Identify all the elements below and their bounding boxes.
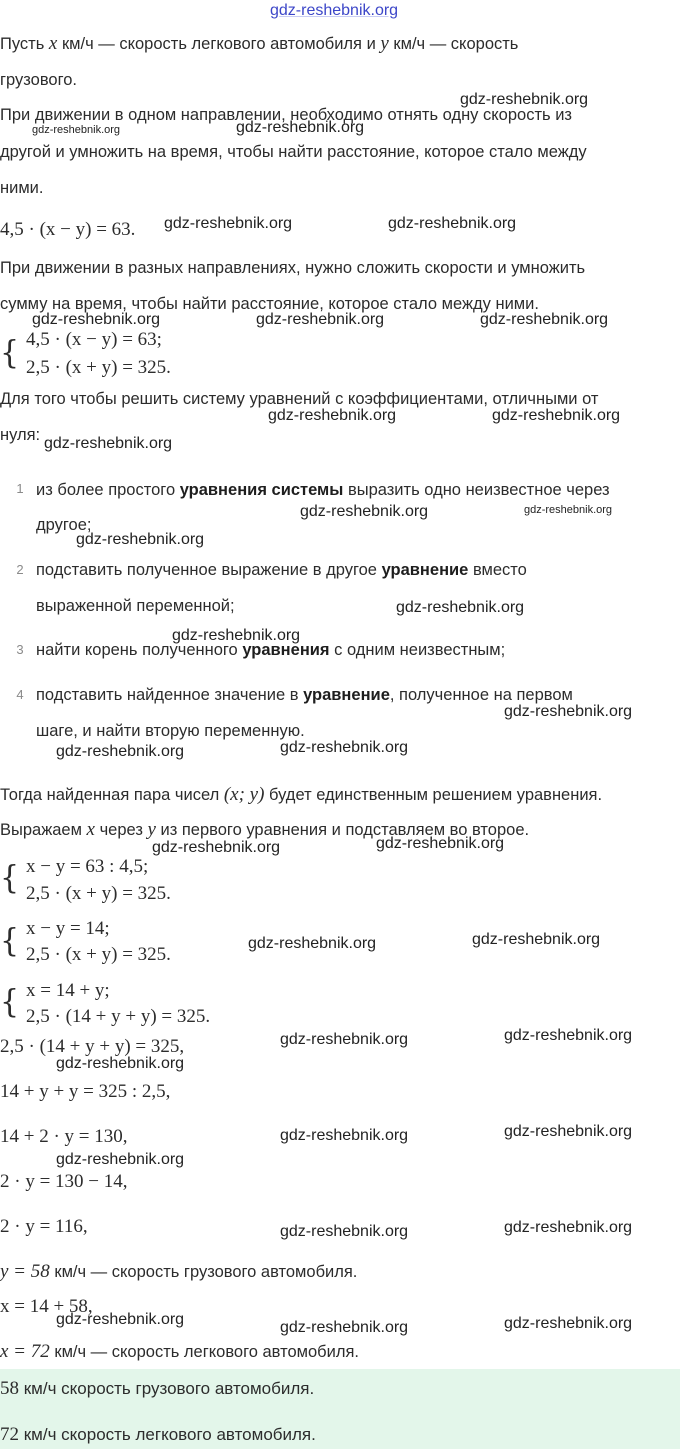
conclusion-post: будет единственным решением уравнения.	[264, 786, 603, 804]
solve-line-1: 2,5 · (14 + y + y) = 325,	[0, 1036, 185, 1057]
step-4-number: 4	[16, 687, 24, 702]
step-3-bold: уравнения	[242, 641, 330, 659]
watermark: gdz-reshebnik.org	[472, 931, 601, 948]
watermark: gdz-reshebnik.org	[280, 739, 409, 756]
watermark: gdz-reshebnik.org	[280, 1031, 409, 1048]
watermark: gdz-reshebnik.org	[56, 1151, 185, 1168]
system3-brace: {	[0, 923, 20, 960]
step-1-post: выразить одно неизвестное через	[343, 481, 610, 499]
system4-row-1: x = 14 + y;	[26, 980, 110, 1001]
express-pre: Выражаем	[0, 821, 87, 839]
intro-line-2: грузового.	[0, 71, 77, 89]
system3-row-2: 2,5 · (x + y) = 325.	[26, 944, 171, 965]
watermark: gdz-reshebnik.org	[172, 627, 301, 644]
solve-line-5: 2 · y = 116,	[0, 1216, 88, 1237]
answer-box	[0, 1369, 680, 1449]
intro-line-1	[0, 33, 518, 55]
system4-brace: {	[0, 984, 20, 1021]
watermark: gdz-reshebnik.org	[56, 743, 185, 760]
watermark: gdz-reshebnik.org	[256, 311, 385, 328]
watermark: gdz-reshebnik.org	[396, 599, 525, 616]
intro-text-b: км/ч — скорость легкового автомобиля и	[57, 35, 381, 53]
step-2-bold: уравнение	[381, 561, 469, 579]
method-line-2: нуля:	[0, 426, 41, 444]
watermark: gdz-reshebnik.org	[56, 1055, 185, 1072]
express-post: из первого уравнения и подставляем во второе.	[155, 821, 530, 839]
answer-car-text: км/ч скорость легкового автомобиля.	[19, 1425, 316, 1444]
step-3-pre: найти корень полученного	[36, 641, 243, 659]
watermark: gdz-reshebnik.org	[504, 1123, 633, 1140]
step-1-number: 1	[16, 481, 24, 496]
watermark: gdz-reshebnik.org	[504, 1315, 633, 1332]
answer-truck-number: 58	[0, 1378, 19, 1399]
watermark: gdz-reshebnik.org	[32, 124, 121, 136]
watermark-top: gdz-reshebnik.org	[270, 2, 399, 19]
conclusion-pre: Тогда найденная пара чисел	[0, 786, 224, 804]
step-2-post: вместо	[468, 561, 527, 579]
step-2-number: 2	[16, 562, 24, 577]
watermark: gdz-reshebnik.org	[480, 311, 609, 328]
method-line-1: Для того чтобы решить систему уравнений с коэффициентами, отличными от	[0, 390, 599, 408]
var-x: x	[48, 33, 58, 54]
watermark: gdz-reshebnik.org	[248, 935, 377, 952]
system3-row-1: x − y = 14;	[26, 918, 110, 939]
solve-line-7: x = 14 + 58,	[0, 1296, 93, 1317]
same-dir-line-3: ними.	[0, 179, 44, 197]
express-x: x	[86, 819, 95, 840]
express-y: y	[147, 819, 156, 840]
watermark: gdz-reshebnik.org	[280, 1319, 409, 1336]
step-3-post: с одним неизвестным;	[329, 641, 506, 659]
system1-row-2: 2,5 · (x + y) = 325.	[26, 357, 171, 378]
system4-row-2: 2,5 · (14 + y + y) = 325.	[26, 1006, 211, 1027]
step-1-pre: из более простого	[36, 481, 180, 499]
watermark: gdz-reshebnik.org	[44, 435, 173, 452]
opp-dir-line-1: При движении в разных направлениях, нужно сложить скорости и умножить	[0, 259, 586, 277]
watermark: gdz-reshebnik.org	[524, 504, 613, 516]
answer-line-1	[0, 1378, 314, 1400]
step-1-line-1	[36, 479, 610, 501]
watermark: gdz-reshebnik.org	[164, 215, 293, 232]
watermark: gdz-reshebnik.org	[236, 119, 365, 136]
solve-line-3: 14 + 2 · y = 130,	[0, 1126, 128, 1147]
step-1-bold: уравнения системы	[179, 481, 344, 499]
same-dir-line-2: другой и умножить на время, чтобы найти расстояние, которое стало между	[0, 143, 587, 161]
opp-dir-line-2: сумму на время, чтобы найти расстояние, которое стало между ними.	[0, 295, 539, 313]
watermark: gdz-reshebnik.org	[300, 503, 429, 520]
watermark: gdz-reshebnik.org	[388, 215, 517, 232]
system1-brace: {	[0, 335, 20, 372]
watermark: gdz-reshebnik.org	[32, 311, 161, 328]
watermark: gdz-reshebnik.org	[280, 1223, 409, 1240]
watermark: gdz-reshebnik.org	[460, 91, 589, 108]
watermark: gdz-reshebnik.org	[504, 1219, 633, 1236]
watermark: gdz-reshebnik.org	[504, 1027, 633, 1044]
watermark: gdz-reshebnik.org	[76, 531, 205, 548]
watermark: gdz-reshebnik.org	[152, 839, 281, 856]
watermark: gdz-reshebnik.org	[56, 1311, 185, 1328]
step-3-number: 3	[16, 642, 24, 657]
solve-line-8	[0, 1340, 359, 1365]
var-y: y	[380, 33, 389, 54]
answer-line-2	[0, 1424, 316, 1446]
step-4-line-2: шаге, и найти вторую переменную.	[36, 722, 305, 740]
system2-brace: {	[0, 860, 20, 897]
system1-row-1: 4,5 · (x − y) = 63;	[26, 329, 162, 350]
truck-speed-text: км/ч — скорость грузового автомобиля.	[49, 1263, 358, 1281]
car-speed-text: км/ч — скорость легкового автомобиля.	[49, 1343, 359, 1361]
watermark: gdz-reshebnik.org	[376, 835, 505, 852]
watermark: gdz-reshebnik.org	[268, 407, 397, 424]
conclusion-line	[0, 784, 602, 806]
system2-row-2: 2,5 · (x + y) = 325.	[26, 883, 171, 904]
truck-speed-value: y = 58	[0, 1261, 50, 1282]
step-2-line-1	[36, 559, 527, 581]
express-mid: через	[94, 821, 148, 839]
watermark: gdz-reshebnik.org	[280, 1127, 409, 1144]
step-4-line-1	[36, 684, 573, 706]
intro-text-a: Пусть	[0, 35, 49, 53]
watermark: gdz-reshebnik.org	[492, 407, 621, 424]
watermark: gdz-reshebnik.org	[504, 703, 633, 720]
answer-truck-text: км/ч скорость грузового автомобиля.	[19, 1379, 315, 1398]
equation-same-direction: 4,5 · (x − y) = 63.	[0, 219, 136, 240]
conclusion-pair: (x; y)	[223, 784, 265, 805]
same-dir-line-1: При движении в одном направлении, необходимо отнять одну скорость из	[0, 106, 572, 124]
step-4-post: , полученное на первом	[389, 686, 573, 704]
solve-line-6	[0, 1260, 357, 1285]
system2-row-1: x − y = 63 : 4,5;	[26, 856, 149, 877]
step-2-pre: подставить полученное выражение в другое	[36, 561, 382, 579]
solve-line-4: 2 · y = 130 − 14,	[0, 1171, 128, 1192]
step-4-bold: уравнение	[303, 686, 390, 704]
step-4-pre: подставить найденное значение в	[36, 686, 304, 704]
step-1-line-2: другое;	[36, 516, 92, 534]
answer-car-number: 72	[0, 1424, 19, 1445]
intro-text-c: км/ч — скорость	[388, 35, 519, 53]
step-2-line-2: выраженной переменной;	[36, 597, 235, 615]
solve-line-2: 14 + y + y = 325 : 2,5,	[0, 1081, 171, 1102]
car-speed-value: x = 72	[0, 1341, 50, 1362]
